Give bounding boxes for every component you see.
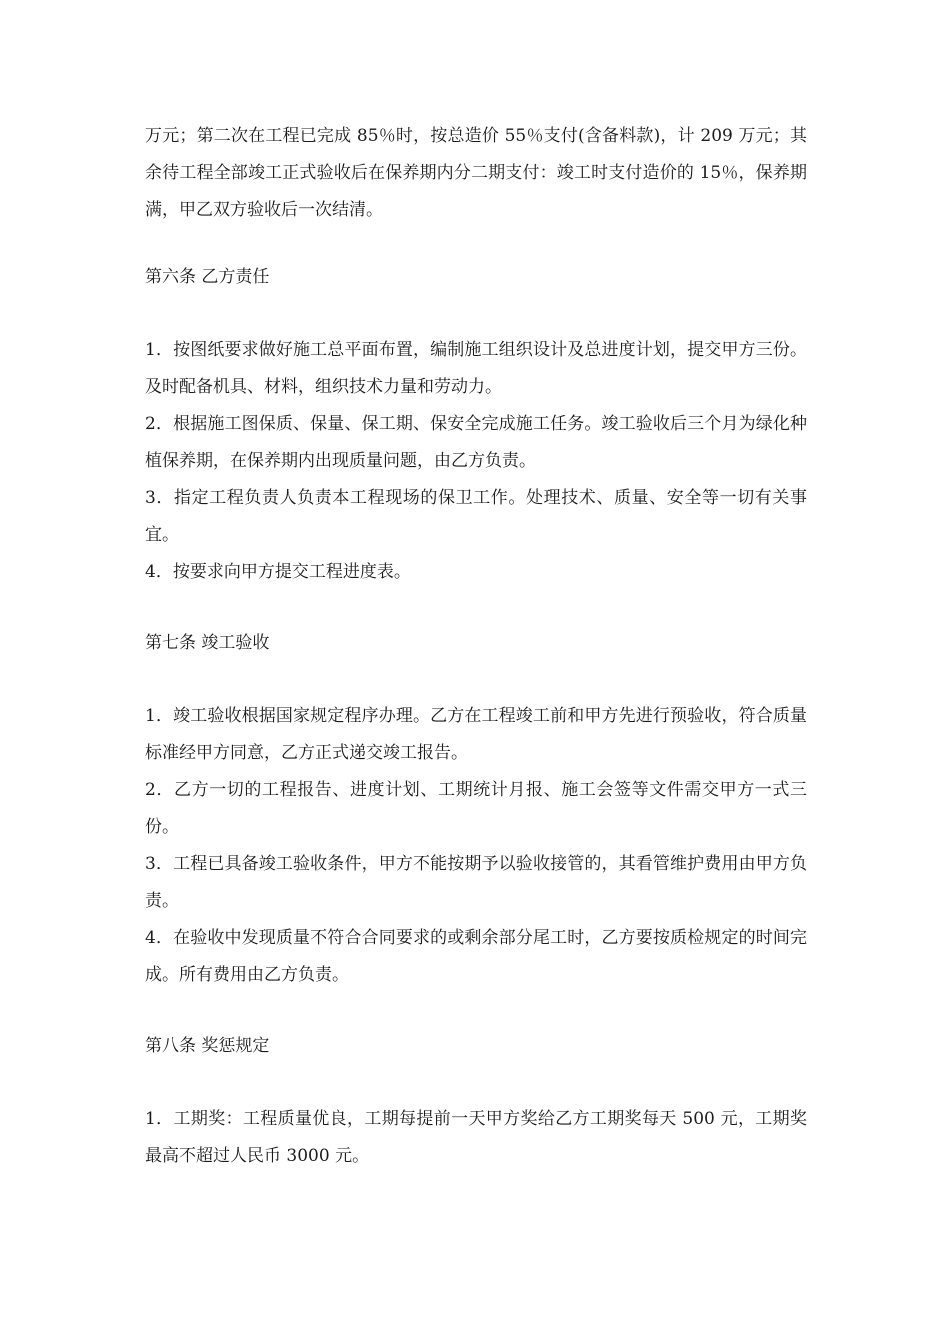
clause-item: 2．乙方一切的工程报告、进度计划、工期统计月报、施工会签等文件需交甲方一式三份。 <box>145 780 807 837</box>
clause-item: 2．根据施工图保质、保量、保工期、保安全完成施工任务。竣工验收后三个月为绿化种植保养期，在保养期内出现质量问题，由乙方负责。 <box>145 414 807 471</box>
intro-paragraph: 万元；第二次在工程已完成 85％时，按总造价 55％支付(含备料款)，计 209 万元；其余待工程全部竣工正式验收后在保养期内分二期支付：竣工时支付造价的 15％，保养期满，甲乙双方验收后一次结清。 <box>145 126 807 220</box>
clause-item: 4．按要求向甲方提交工程进度表。 <box>145 562 411 582</box>
section-heading-7: 第七条 竣工验收 <box>145 633 270 653</box>
section-heading-6: 第六条 乙方责任 <box>145 267 270 287</box>
section-heading-8: 第八条 奖惩规定 <box>145 1036 270 1056</box>
clause-item: 1．按图纸要求做好施工总平面布置，编制施工组织设计及总进度计划，提交甲方三份。及时配备机具、材料，组织技术力量和劳动力。 <box>145 340 807 397</box>
clause-item: 4．在验收中发现质量不符合合同要求的或剩余部分尾工时，乙方要按质检规定的时间完成。所有费用由乙方负责。 <box>145 928 807 985</box>
document-body <box>145 118 807 1175</box>
clause-item: 3．工程已具备竣工验收条件，甲方不能按期予以验收接管的，其看管维护费用由甲方负责。 <box>145 854 807 911</box>
clause-item: 1．竣工验收根据国家规定程序办理。乙方在工程竣工前和甲方先进行预验收，符合质量标准经甲方同意，乙方正式递交竣工报告。 <box>145 706 807 763</box>
clause-item: 1．工期奖：工程质量优良，工期每提前一天甲方奖给乙方工期奖每天 500 元，工期奖最高不超过人民币 3000 元。 <box>145 1109 807 1166</box>
clause-item: 3．指定工程负责人负责本工程现场的保卫工作。处理技术、质量、安全等一切有关事宜。 <box>145 488 807 545</box>
